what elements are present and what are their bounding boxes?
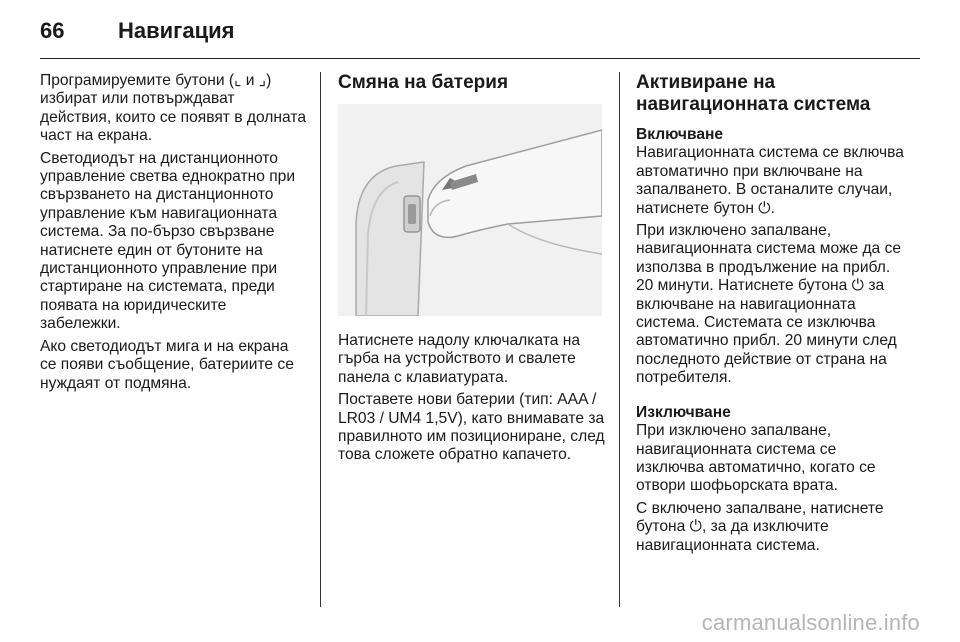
paragraph: Ако светодиодът мига и на екрана се появи съобщение, батериите се нуждаят от подмяна. — [40, 337, 294, 392]
activation-heading: Активиране на навигационната система — [636, 72, 871, 115]
column-3 — [636, 72, 904, 559]
paragraph: Програмируемите бутони (⌞ и ⌟) избират или потвърждават действия, които се появят в долната част на екрана. — [40, 72, 306, 145]
page-header — [40, 18, 234, 50]
paragraph: При изключено запалване, навигационната система може да се използва в продължение на прибл. 20 минути. Натиснете бутона ⏻ за включване на навигационната система. Системата се изключва автоматично прибл. 20 минути след последното действие от страна на потребителя. — [636, 222, 902, 387]
paragraph: Светодиодът на дистанционното управление светва еднократно при свързването на дистанционното управление към навигационната система. За по-бързо свързване натиснете един от бутоните на дистанционното управление при стартиране на системата, преди появата на юридическите забележки. — [40, 149, 296, 333]
column-2 — [338, 72, 606, 469]
paragraph: С включено запалване, натиснете бутона ⏻, за да изключите навигационната система. — [636, 499, 884, 554]
column-divider-2 — [619, 72, 620, 607]
paragraph: Навигационната система се включва автоматично при включване на запалването. В останалите случаи, натиснете бутон ⏻. — [636, 144, 904, 217]
battery-heading: Смяна на батерия — [338, 72, 509, 93]
paragraph: Поставете нови батерии (тип: AAA / LR03 / UM4 1,5V), като внимавате за правилното им позициониране, след това сложете обратно капачето. — [338, 391, 605, 464]
paragraph: Натиснете надолу ключалката на гърба на устройството и свалете панела с клавиатурата. — [338, 332, 581, 386]
column-1 — [40, 72, 308, 397]
power-off-subheading: Изключване — [636, 403, 731, 421]
power-on-subheading: Включване — [636, 126, 724, 143]
section-title: Навигация — [118, 18, 235, 43]
header-rule — [40, 58, 920, 59]
column-divider-1 — [320, 72, 321, 607]
page-number: 66 — [40, 18, 65, 43]
remote-hand-illustration — [338, 104, 602, 316]
paragraph: При изключено запалване, навигационната система се изключва автоматично, когато се отвори шофьорската врата. — [636, 422, 876, 495]
battery-illustration — [338, 104, 602, 316]
watermark: carmanualsonline.info — [701, 610, 920, 635]
